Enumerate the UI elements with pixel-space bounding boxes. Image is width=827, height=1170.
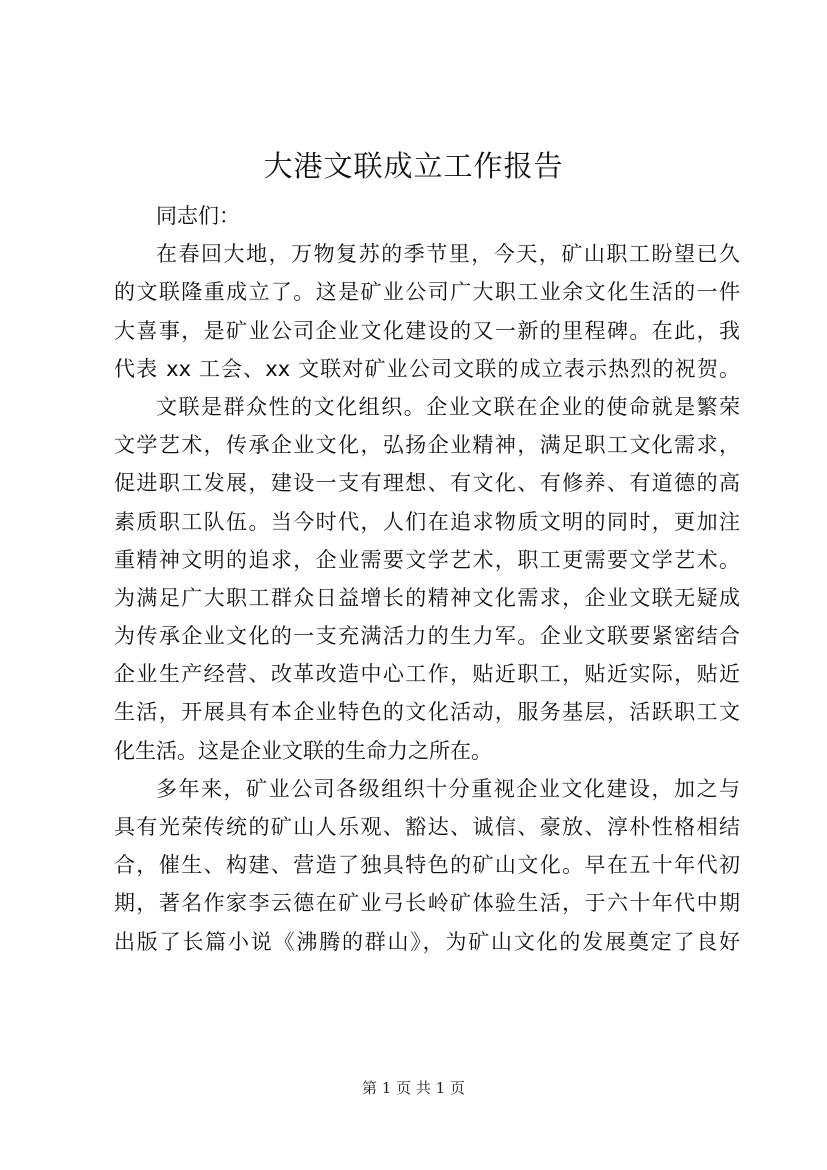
paragraph-2-line-1: 文联是群众性的文化组织。企业文联在企业的使命就是繁荣: [156, 394, 740, 419]
paragraph-2-line-7: 为传承企业文化的一支充满活力的生力军。企业文联要紧密结合: [114, 624, 740, 649]
paragraph-1-line-4: 代表 xx 工会、xx 文联对矿业公司文联的成立表示热烈的祝贺。: [114, 356, 740, 381]
paragraph-2-line-2: 文学艺术，传承企业文化，弘扬企业精神，满足职工文化需求，: [114, 433, 740, 458]
paragraph-2-line-3: 促进职工发展，建设一支有理想、有文化、有修养、有道德的高: [114, 471, 740, 496]
paragraph-1-line-2: 的文联隆重成立了。这是矿业公司广大职工业余文化生活的一件: [114, 280, 740, 305]
paragraph-2-line-8: 企业生产经营、改革改造中心工作，贴近职工，贴近实际，贴近: [114, 662, 740, 687]
paragraph-3-line-1: 多年来，矿业公司各级组织十分重视企业文化建设，加之与: [156, 776, 740, 801]
paragraph-2-line-6: 为满足广大职工群众日益增长的精神文化需求，企业文联无疑成: [114, 585, 740, 610]
paragraph-3-line-2: 具有光荣传统的矿山人乐观、豁达、诚信、豪放、淳朴性格相结: [114, 815, 740, 839]
document-body: [114, 197, 740, 961]
paragraph-3-line-4: 期，著名作家李云德在矿业弓长岭矿体验生活，于六十年代中期: [114, 891, 740, 916]
document-title: 大港文联成立工作报告: [263, 149, 564, 183]
salutation: 同志们：: [156, 204, 240, 228]
paragraph-1-line-3: 大喜事，是矿业公司企业文化建设的又一新的里程碑。在此，我: [114, 318, 740, 343]
paragraph-2-line-9: 生活，开展具有本企业特色的文化活动，服务基层，活跃职工文: [114, 700, 740, 725]
paragraph-2-line-5: 重精神文明的追求，企业需要文学艺术，职工更需要文学艺术。: [114, 547, 740, 572]
paragraph-3-line-5: 出版了长篇小说《沸腾的群山》，为矿山文化的发展奠定了良好: [114, 929, 740, 954]
paragraph-2-line-10: 化生活。这是企业文联的生命力之所在。: [114, 738, 492, 763]
page-footer: 第 1 页 共 1 页: [362, 1079, 465, 1097]
paragraph-2-line-4: 素质职工队伍。当今时代，人们在追求物质文明的同时，更加注: [114, 509, 740, 534]
paragraph-3-line-3: 合，催生、构建、营造了独具特色的矿山文化。早在五十年代初: [114, 853, 740, 878]
paragraph-1-line-1: 在春回大地，万物复苏的季节里，今天，矿山职工盼望已久: [156, 242, 740, 267]
